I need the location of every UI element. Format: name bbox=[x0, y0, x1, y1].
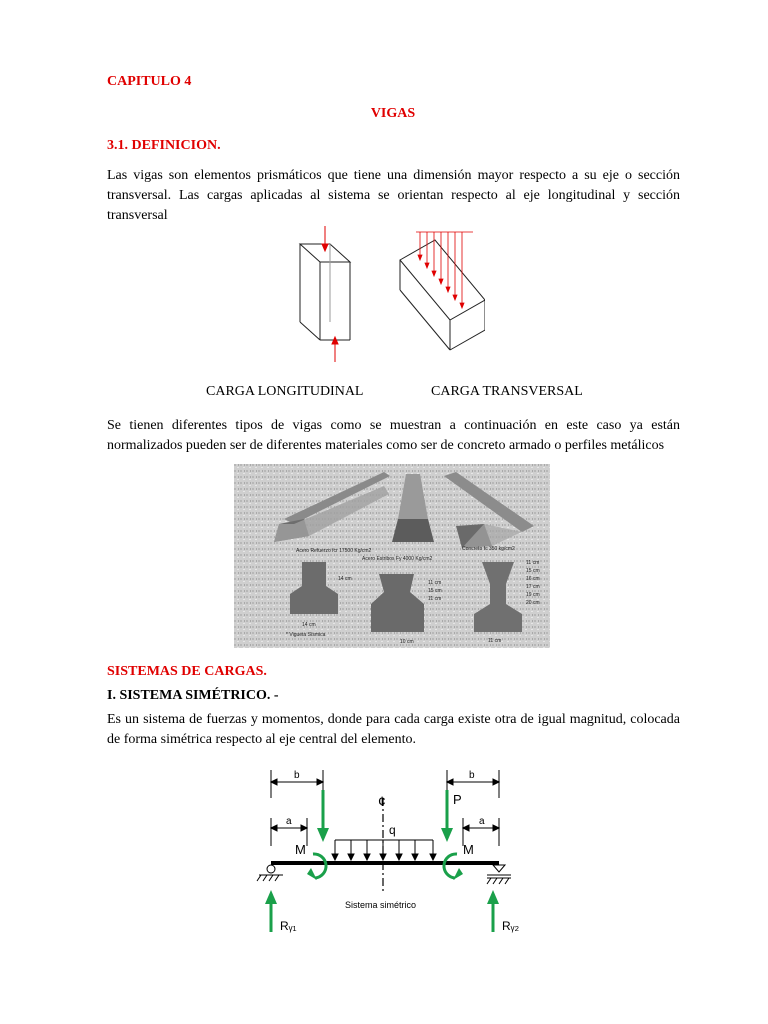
section-loads-heading: SISTEMAS DE CARGAS. bbox=[107, 664, 267, 679]
precast-beams-figure bbox=[234, 464, 550, 648]
right-dim-1: 11 cm bbox=[526, 560, 540, 566]
label-M-left: M bbox=[295, 842, 306, 857]
label-a-right: a bbox=[479, 816, 485, 827]
label-b-right: b bbox=[469, 770, 475, 781]
right-dim-4: 17 cm bbox=[526, 584, 540, 590]
longitudinal-prism bbox=[300, 244, 350, 340]
reaction-right bbox=[487, 890, 499, 932]
distributed-load bbox=[332, 840, 436, 860]
caption-transverse-load: CARGA TRANSVERSAL bbox=[431, 384, 583, 399]
transverse-load-arrows bbox=[416, 232, 473, 308]
point-load-left bbox=[317, 790, 329, 842]
label-acero-refuerzo: Acero Refuerzo fcr 17500 Kg/cm2 bbox=[296, 548, 372, 554]
moment-arc-left bbox=[313, 854, 326, 878]
figure-caption-symmetric: Sistema simétrico bbox=[345, 900, 417, 910]
transverse-prism bbox=[400, 240, 485, 350]
caption-longitudinal-load: CARGA LONGITUDINAL bbox=[206, 384, 364, 399]
reaction-left bbox=[265, 890, 277, 932]
label-11cm-b: 11 cm bbox=[428, 596, 442, 602]
label-M-right: M bbox=[463, 842, 474, 857]
support-left bbox=[257, 865, 283, 881]
types-paragraph: Se tienen diferentes tipos de vigas como se muestran a continuación en este caso ya están normalizados pueden ser de diferentes materiales como ser de concreto armado o perfiles metálicos bbox=[107, 418, 680, 453]
label-15cm: 15 cm bbox=[428, 588, 442, 594]
chapter-label: CAPITULO 4 bbox=[107, 74, 192, 89]
label-a-left: a bbox=[286, 816, 292, 827]
label-concreto: Concreto fc 350 kg/cm2 bbox=[462, 546, 515, 552]
point-load-right bbox=[441, 790, 453, 842]
label-axis-symbol: ¢ bbox=[378, 793, 386, 809]
support-right bbox=[487, 865, 511, 884]
definition-paragraph: Las vigas son elementos prismáticos que tiene una dimensión mayor respecto a su eje o sección transversal. Las cargas aplicadas al sistema se orientan respecto al eje longitudinal y sección transversal bbox=[107, 168, 680, 223]
label-11cm-a: 11 cm bbox=[428, 580, 442, 586]
symmetric-paragraph: Es un sistema de fuerzas y momentos, donde para cada carga existe otra de igual magnitud, colocada de forma simétrica respecto al eje central del elemento. bbox=[107, 712, 680, 747]
label-b-left: b bbox=[294, 770, 300, 781]
label-acero-estribos: Acero Estribos Fy 4000 Kg/cm2 bbox=[362, 556, 433, 562]
label-vigueta-sismica: * Vigueta Sísmica bbox=[286, 632, 326, 638]
label-14cm-horizontal: 14 cm bbox=[302, 622, 316, 628]
section-definition-heading: 3.1. DEFINICION. bbox=[107, 138, 221, 153]
symmetric-system-figure bbox=[255, 762, 525, 942]
label-14cm-vertical: 14 cm bbox=[338, 576, 352, 582]
right-dim-5: 19 cm bbox=[526, 592, 540, 598]
right-dim-6: 20 cm bbox=[526, 600, 540, 606]
moment-arc-right bbox=[444, 854, 457, 878]
right-dim-3: 16 cm bbox=[526, 576, 540, 582]
label-ry2: Rᵧ₂ bbox=[502, 919, 520, 933]
subsection-symmetric-heading: I. SISTEMA SIMÉTRICO. - bbox=[107, 688, 279, 703]
label-q: q bbox=[389, 823, 396, 837]
page-title: VIGAS bbox=[370, 106, 416, 121]
right-dim-2: 15 cm bbox=[526, 568, 540, 574]
beam-body bbox=[271, 861, 499, 865]
label-ry1: Rᵧ₁ bbox=[280, 919, 297, 933]
label-11cm-bottom: 11 cm bbox=[488, 638, 502, 644]
label-P: P bbox=[453, 792, 462, 807]
load-prisms-figure bbox=[285, 222, 485, 372]
label-10cm: 10 cm bbox=[400, 639, 414, 645]
